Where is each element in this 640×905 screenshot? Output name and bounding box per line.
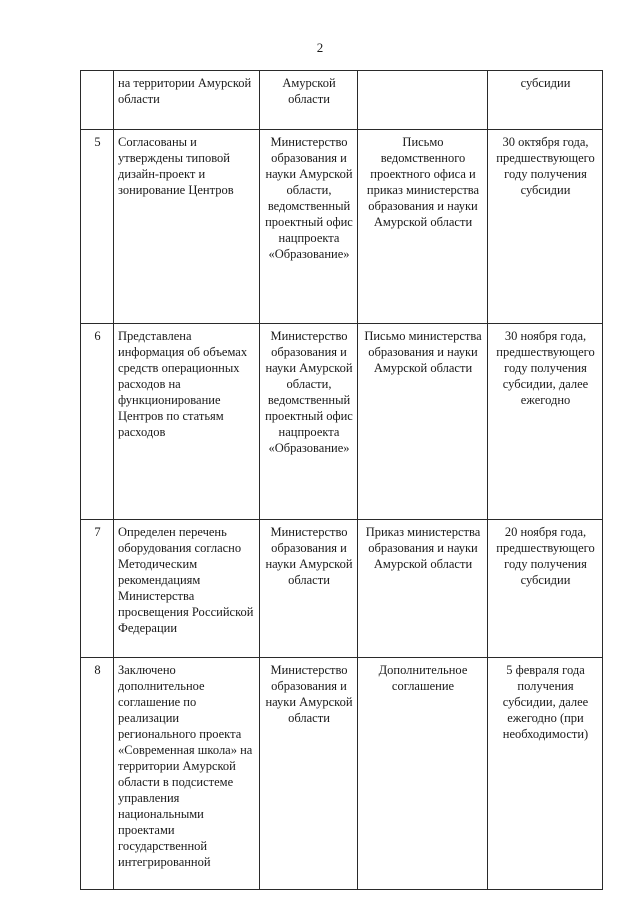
event-description: Представлена информация об объемах средств операционных расходов на функционирование Центров по статьям расходов <box>114 324 260 520</box>
row-number: 5 <box>81 130 114 324</box>
deadline: 5 февраля года получения субсидии, далее ежегодно (при необходимости) <box>488 658 603 890</box>
responsible-party: Министерство образования и науки Амурской области <box>260 520 358 658</box>
responsible-party: Министерство образования и науки Амурской области <box>260 658 358 890</box>
event-description: Согласованы и утверждены типовой дизайн-проект и зонирование Центров <box>114 130 260 324</box>
page-number: 2 <box>316 40 324 55</box>
confirming-document: Письмо министерства образования и науки Амурской области <box>358 324 488 520</box>
confirming-document <box>358 71 488 130</box>
table-row <box>81 71 603 130</box>
deadline: 30 октября года, предшествующего году получения субсидии <box>488 130 603 324</box>
responsible-party: Амурской области <box>260 71 358 130</box>
deadline: 30 ноября года, предшествующего году получения субсидии, далее ежегодно <box>488 324 603 520</box>
responsible-party: Министерство образования и науки Амурской области, ведомственный проектный офис нацпроекта «Образование» <box>260 130 358 324</box>
event-description: Заключено дополнительное соглашение по реализации регионального проекта «Современная школа» на территории Амурской области в подсистеме управления национальными проектами государственной интегрированной <box>114 658 260 890</box>
row-number: 8 <box>81 658 114 890</box>
deadline: субсидии <box>488 71 603 130</box>
responsible-party: Министерство образования и науки Амурской области, ведомственный проектный офис нацпроекта «Образование» <box>260 324 358 520</box>
confirming-document: Письмо ведомственного проектного офиса и приказ министерства образования и науки Амурской области <box>358 130 488 324</box>
event-description: Определен перечень оборудования согласно Методическим рекомендациям Министерства просвещения Российской Федерации <box>114 520 260 658</box>
table-row <box>81 520 603 658</box>
row-number: 7 <box>81 520 114 658</box>
table-row <box>81 658 603 890</box>
deadline: 20 ноября года, предшествующего году получения субсидии <box>488 520 603 658</box>
row-number: 6 <box>81 324 114 520</box>
measures-table <box>80 70 603 890</box>
row-number <box>81 71 114 130</box>
confirming-document: Приказ министерства образования и науки Амурской области <box>358 520 488 658</box>
table-row <box>81 324 603 520</box>
confirming-document: Дополнительное соглашение <box>358 658 488 890</box>
event-description: на территории Амурской области <box>114 71 260 130</box>
table-row <box>81 130 603 324</box>
